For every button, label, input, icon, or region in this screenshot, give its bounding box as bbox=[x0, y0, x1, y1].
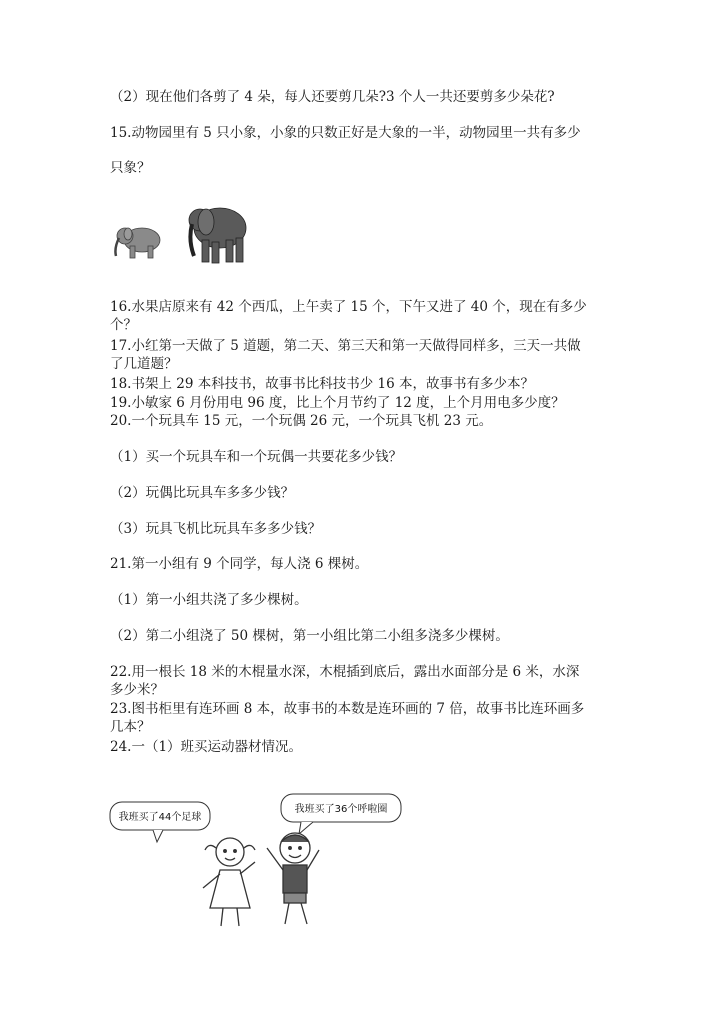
boy-bubble-text: 我班买了36个呼啦圈 bbox=[294, 804, 388, 815]
question-21-text: 21.第一小组有 9 个同学，每人浇 6 棵树。 bbox=[110, 556, 369, 572]
girl-speech-bubble bbox=[110, 802, 210, 842]
kids-illustration bbox=[105, 790, 415, 930]
elephants-illustration bbox=[108, 200, 258, 270]
question-21-sub-1: （1）第一小组共浇了多少棵树。 bbox=[110, 592, 308, 608]
question-23-text: 23.图书柜里有连环画 8 本，故事书的本数是连环画的 7 倍，故事书比连环画多 bbox=[110, 701, 585, 717]
question-15-text-cont: 只象？ bbox=[110, 160, 151, 176]
question-20-text: 20.一个玩具车 15 元，一个玩偶 26 元，一个玩具飞机 23 元。 bbox=[110, 413, 493, 429]
girl-bubble-text: 我班买了44个足球 bbox=[118, 812, 202, 823]
question-21-sub-2: （2）第二小组浇了 50 棵树，第一小组比第二小组多浇多少棵树。 bbox=[110, 628, 509, 644]
question-16-text-cont: 个？ bbox=[110, 317, 137, 333]
small-elephant-icon bbox=[115, 228, 160, 258]
question-22-text: 22.用一根长 18 米的木棍量水深，木棍插到底后，露出水面部分是 6 米，水深 bbox=[110, 664, 580, 680]
question-17-text: 17.小红第一天做了 5 道题，第二天、第三天和第一天做得同样多，三天一共做 bbox=[110, 338, 581, 354]
girl-icon bbox=[203, 838, 255, 926]
question-16-text: 16.水果店原来有 42 个西瓜，上午卖了 15 个，下午又进了 40 个，现在有多少 bbox=[110, 299, 587, 315]
question-15-text: 15.动物园里有 5 只小象，小象的只数正好是大象的一半，动物园里一共有多少 bbox=[110, 125, 581, 141]
boy-icon bbox=[267, 833, 319, 924]
question-22-text-cont: 多少米？ bbox=[110, 682, 164, 698]
question-24-text: 24.一（1）班买运动器材情况。 bbox=[110, 739, 303, 755]
big-elephant-icon bbox=[189, 208, 246, 263]
boy-speech-bubble bbox=[281, 794, 401, 834]
question-18-text: 18.书架上 29 本科技书，故事书比科技书少 16 本，故事书有多少本？ bbox=[110, 376, 534, 392]
question-20-sub-1: （1）买一个玩具车和一个玩偶一共要花多少钱？ bbox=[110, 449, 403, 465]
question-23-text-cont: 几本？ bbox=[110, 719, 151, 735]
question-20-sub-2: （2）玩偶比玩具车多多少钱？ bbox=[110, 485, 295, 501]
question-text-0: （2）现在他们各剪了 4 朵，每人还要剪几朵?3 个人一共还要剪多少朵花? bbox=[110, 89, 555, 105]
question-19-text: 19.小敏家 6 月份用电 96 度，比上个月节约了 12 度，上个月用电多少度？ bbox=[110, 395, 565, 411]
question-17-text-cont: 了几道题？ bbox=[110, 356, 178, 372]
question-20-sub-3: （3）玩具飞机比玩具车多多少钱？ bbox=[110, 521, 322, 537]
